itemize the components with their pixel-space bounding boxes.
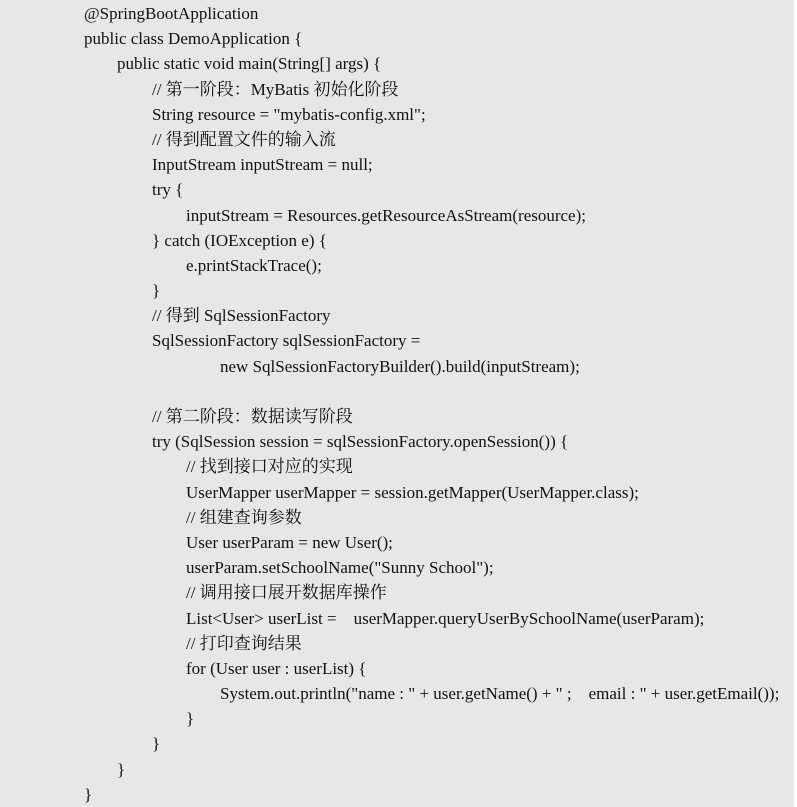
code-line-text: List<User> userList = userMapper.queryUserBySchoolName(userParam); [186, 608, 705, 628]
code-line [0, 505, 794, 530]
code-comment: // 找到接口对应的实现 [186, 457, 353, 477]
code-line-text: } [152, 281, 161, 301]
code-line-text: @SpringBootApplication [84, 4, 259, 23]
code-line [0, 429, 794, 454]
blank-line [0, 379, 794, 404]
code-line-text: public static void main(String[] args) { [117, 54, 382, 74]
code-line [0, 127, 794, 152]
code-line [0, 26, 794, 51]
code-line [0, 177, 794, 202]
code-line [0, 152, 794, 177]
code-line-text: e.printStackTrace(); [186, 255, 322, 275]
code-line [0, 203, 794, 228]
code-comment: // 调用接口展开数据库操作 [186, 583, 387, 603]
code-line [0, 51, 794, 76]
code-line-text: String resource = "mybatis-config.xml"; [152, 104, 426, 124]
code-line [0, 731, 794, 756]
code-line [0, 303, 794, 328]
code-line [0, 530, 794, 555]
code-line [0, 580, 794, 605]
code-line [0, 631, 794, 656]
code-line-text: } [186, 709, 195, 729]
code-line-text: inputStream = Resources.getResourceAsStream(resource); [186, 205, 586, 225]
code-line [0, 278, 794, 303]
code-line [0, 454, 794, 479]
code-line-text: for (User user : userList) { [186, 658, 367, 678]
code-line [0, 480, 794, 505]
code-comment: // 打印查询结果 [186, 633, 302, 653]
code-line-text: public class DemoApplication { [84, 29, 303, 49]
code-line [0, 354, 794, 379]
code-line [0, 555, 794, 580]
code-comment: // 第二阶段：数据读写阶段 [152, 407, 353, 426]
code-line [0, 606, 794, 631]
code-line-text: try { [152, 180, 184, 200]
code-line [0, 102, 794, 127]
code-line [0, 656, 794, 681]
code-line-text: User userParam = new User(); [186, 532, 393, 552]
code-line [0, 77, 794, 102]
code-line-text: } catch (IOException e) { [152, 230, 327, 250]
code-line [0, 782, 794, 807]
code-line [0, 404, 794, 429]
code-line [0, 228, 794, 253]
code-line-text: userParam.setSchoolName("Sunny School"); [186, 558, 494, 578]
code-line-text: new SqlSessionFactoryBuilder().build(inputStream); [220, 356, 580, 376]
code-line-text: UserMapper userMapper = session.getMapper(UserMapper.class); [186, 482, 639, 502]
code-line-text: } [152, 734, 161, 754]
code-line [0, 328, 794, 353]
code-line [0, 757, 794, 782]
code-line [0, 706, 794, 731]
code-line-text: } [84, 784, 93, 804]
code-comment: // 得到 SqlSessionFactory [152, 306, 331, 326]
code-line-text: InputStream inputStream = null; [152, 155, 373, 175]
code-line [0, 253, 794, 278]
code-line-text: try (SqlSession session = sqlSessionFactory.openSession()) { [152, 432, 569, 452]
code-line [0, 681, 794, 706]
code-line-text: System.out.println("name : " + user.getName() + " ; email : " + user.getEmail()); [220, 684, 780, 704]
code-line-text: } [117, 759, 126, 779]
code-line [0, 1, 794, 26]
code-comment: // 组建查询参数 [186, 507, 302, 527]
code-line-text: SqlSessionFactory sqlSessionFactory = [152, 331, 421, 351]
code-comment: // 得到配置文件的输入流 [152, 129, 336, 149]
code-comment: // 第一阶段：MyBatis 初始化阶段 [152, 79, 399, 99]
